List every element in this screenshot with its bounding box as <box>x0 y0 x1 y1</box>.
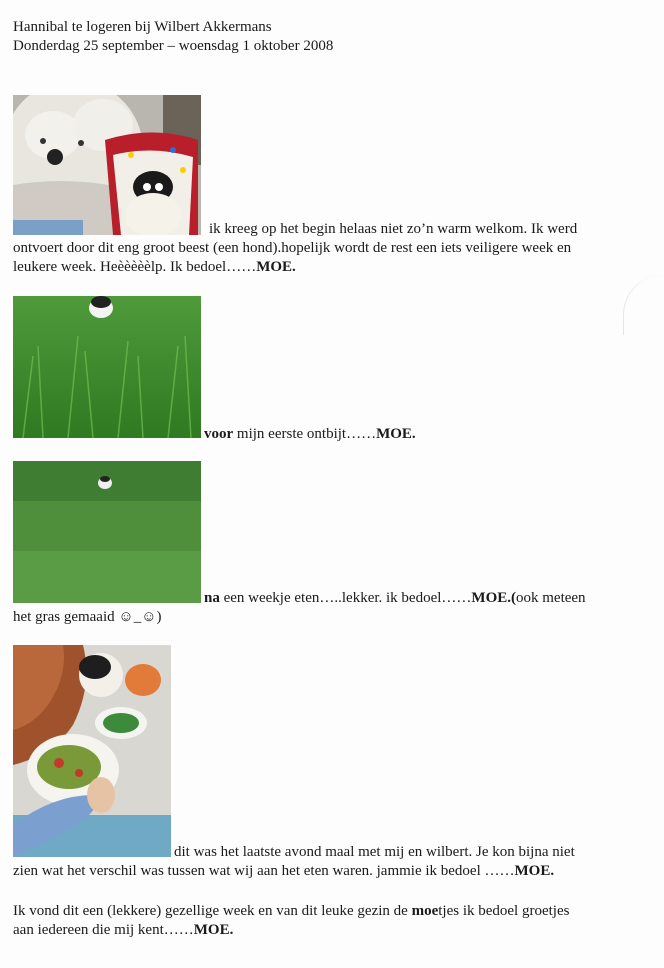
closing-line-1: Ik vond dit een (lekkere) gezellige week en van dit leuke gezin de moetjes ik bedoel groetjes <box>13 903 570 919</box>
scan-fold-mark <box>623 275 664 335</box>
closing-line-2: aan iedereen die mij kent……MOE. <box>13 922 234 938</box>
section-4-line-1: dit was het laatste avond maal met mij en wilbert. Je kon bijna niet <box>174 844 575 860</box>
document-title: Hannibal te logeren bij Wilbert Akkermans <box>13 19 272 35</box>
document-dates: Donderdag 25 september – woensdag 1 oktober 2008 <box>13 38 334 54</box>
section-4-text <box>13 843 653 881</box>
dog-and-cow-puppet-photo <box>13 95 201 235</box>
section-3-line-2: het gras gemaaid ☺_☺) <box>13 609 162 625</box>
section-3-line-1: na een weekje eten…..lekker. ik bedoel……MOE.(ook meteen <box>204 590 586 606</box>
section-2-text: voor mijn eerste ontbijt……MOE. <box>204 426 416 442</box>
closing-text <box>13 902 653 940</box>
section-1-line-3: leukere week. Heèèèèèlp. Ik bedoel……MOE. <box>13 259 296 275</box>
section-1-line-2: ontvoert door dit eng groot beest (een hond).hopelijk wordt de rest een iets veiligere week en <box>13 240 572 256</box>
section-4-line-2: zien wat het verschil was tussen wat wij aan het eten waren. jammie ik bedoel ……MOE. <box>13 863 555 879</box>
section-3-text <box>13 589 653 627</box>
document-header <box>13 18 613 56</box>
cow-in-tall-grass-photo <box>13 296 201 438</box>
section-1-line-1: ik kreeg op het begin helaas niet zo’n warm welkom. Ik werd <box>209 221 578 237</box>
section-1-text <box>13 220 653 277</box>
dinner-table-photo <box>13 645 171 857</box>
cow-on-mowed-grass-photo <box>13 461 201 603</box>
